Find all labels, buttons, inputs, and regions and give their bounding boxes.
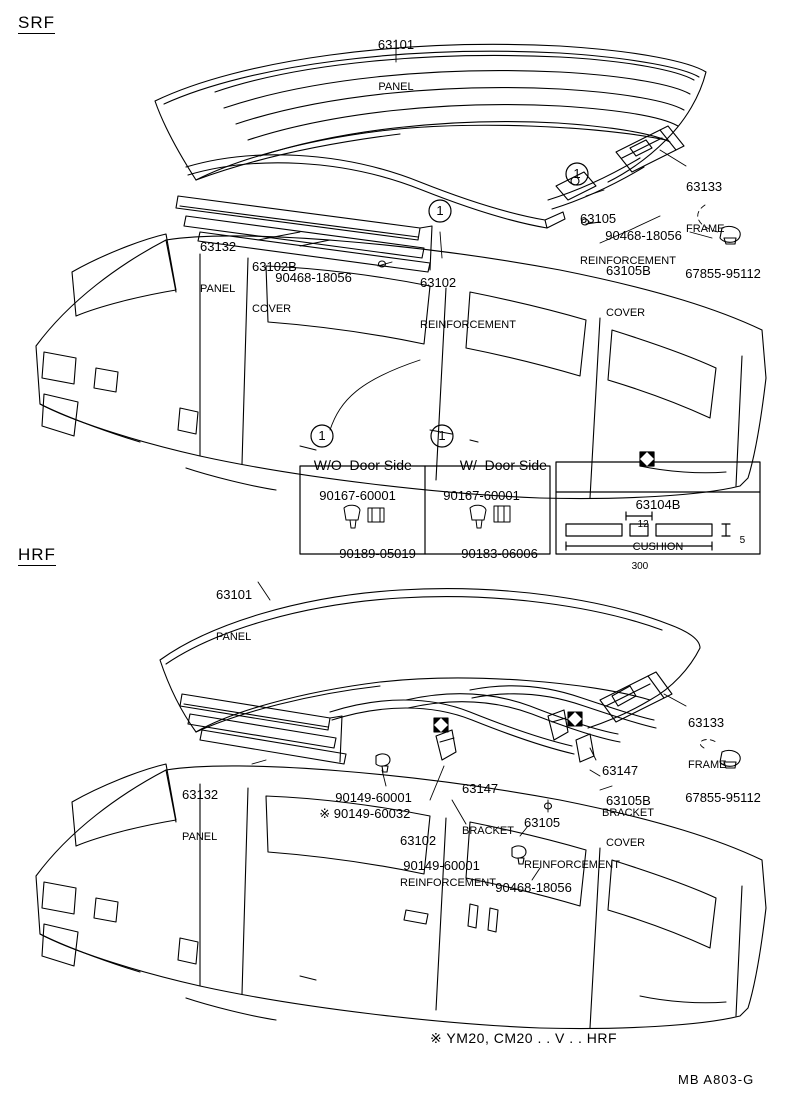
label-hrf-63132: 63132 PANEL (182, 787, 219, 843)
srf-door-side-hardware (344, 505, 510, 528)
label-63104b-cushion: 63104B CUSHION (632, 497, 684, 553)
label-hrf-63105: 63105 REINFORCEMENT (524, 815, 620, 871)
callout-1-mid: 1 (573, 166, 581, 181)
label-hrf-90468-18056: 90468-18056 (495, 880, 572, 895)
door-side-right-title: W/ Door Side (459, 457, 547, 473)
drawing-signature: MB A803-G (678, 1072, 755, 1087)
door-side-left-title: W/O Door Side (313, 457, 412, 473)
label-hrf-63102: 63102 REINFORCEMENT (400, 833, 496, 889)
callout-1-top: 1 (436, 203, 444, 218)
label-srf-63105b: 63105B COVER (606, 263, 651, 319)
label-hrf-90149-60001-b: 90149-60001 (403, 858, 480, 873)
label-hrf-90149-60001-a: 90149-60001 (335, 790, 412, 805)
label-hrf-63101: 63101 PANEL (216, 587, 253, 643)
label-srf-63133: 63133 FRAME (686, 179, 725, 235)
cushion-dim-thickness: 5 (739, 535, 746, 546)
hrf-63133-frame (600, 672, 672, 722)
cushion-dim-width: 300 (631, 561, 649, 572)
label-srf-90468-18056-right: 90468-18056 (605, 228, 682, 243)
callout-1-right: 1 (438, 428, 446, 443)
code-90167-60001-right: 90167-60001 (443, 488, 520, 503)
label-hrf-63147-right: 63147 BRACKET (602, 763, 654, 819)
label-hrf-63147-left: 63147 BRACKET (462, 781, 514, 837)
label-srf-63105: 63105 REINFORCEMENT (580, 211, 676, 267)
label-srf-63102: 63102 REINFORCEMENT (420, 275, 516, 331)
label-srf-63102b: 63102B COVER (252, 259, 297, 315)
section-label-hrf: HRF (18, 545, 56, 564)
code-90189-05019: 90189-05019 (339, 546, 416, 561)
callout-1-left: 1 (318, 428, 326, 443)
footnote-text: ※ YM20, CM20 . . V . . HRF (430, 1030, 618, 1046)
section-label-srf: SRF (18, 13, 55, 32)
label-srf-90468-18056-left: 90468-18056 (275, 270, 352, 285)
hrf-63132-panel (180, 694, 346, 764)
label-hrf-67855-95112: 67855-95112 (685, 790, 761, 805)
label-hrf-63105b: 63105B COVER (606, 793, 651, 849)
label-srf-63132: 63132 PANEL (200, 239, 237, 295)
code-90183-06006: 90183-06006 (461, 546, 538, 561)
label-hrf-90149-60032: ※ 90149-60032 (319, 806, 411, 821)
label-srf-67855-95112: 67855-95112 (685, 266, 761, 281)
cushion-dim-length: 12 (637, 519, 649, 530)
label-srf-63101: 63101 PANEL (377, 37, 415, 93)
code-90167-60001-left: 90167-60001 (319, 488, 396, 503)
label-hrf-63133: 63133 FRAME (688, 715, 727, 771)
